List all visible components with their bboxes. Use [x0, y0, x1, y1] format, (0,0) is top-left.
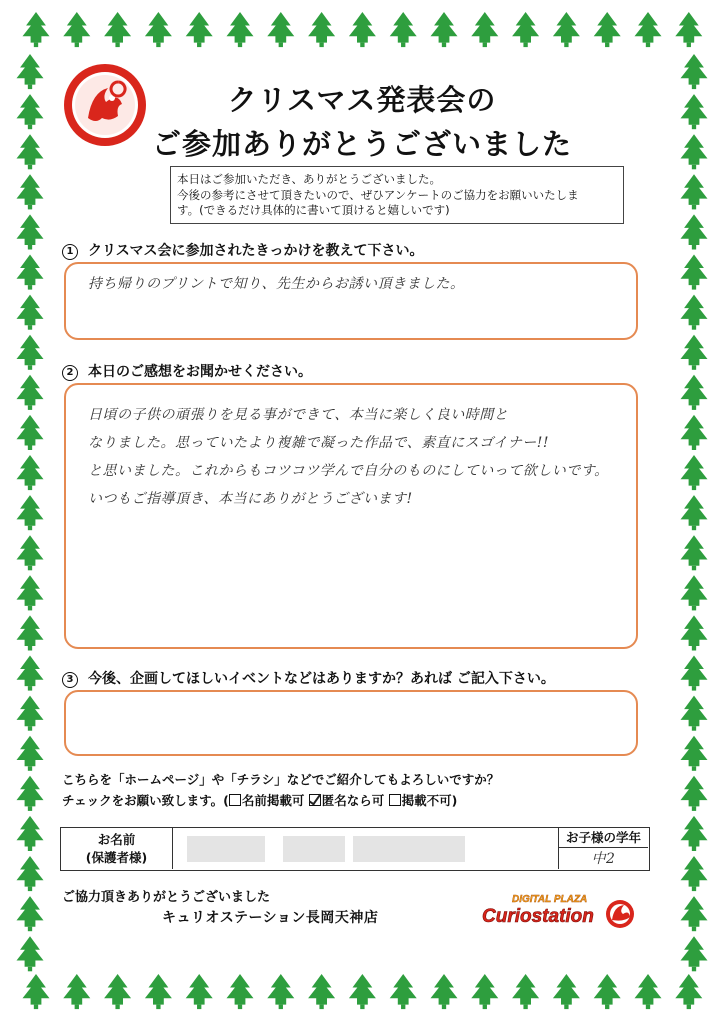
tree-icon [17, 295, 44, 330]
question-1-label [62, 240, 423, 260]
tree-icon [681, 816, 708, 851]
tree-icon [431, 12, 458, 47]
tree-icon [681, 214, 708, 249]
answer-2-line: 日頃の子供の頑張りを見る事ができて、本当に楽しく良い時間と [88, 407, 509, 423]
redacted-name-block [187, 836, 265, 862]
answer-1-line: 持ち帰りのプリントで知り、先生からお誘い頂きました。 [88, 276, 465, 292]
tree-icon [681, 575, 708, 610]
tree-icon [471, 974, 498, 1009]
tree-icon [675, 12, 702, 47]
permission-question: こちらを「ホームページ」や「チラシ」などでご紹介してもよろしいですか？ [62, 772, 500, 787]
store-name: キュリオステーション長岡天神店 [162, 910, 379, 926]
tree-icon [17, 575, 44, 610]
svg-text:DIGITAL PLAZA: DIGITAL PLAZA [512, 894, 588, 905]
tree-icon [512, 12, 539, 47]
tree-icon [17, 335, 44, 370]
checkbox-name-ok[interactable] [229, 794, 241, 806]
guardian-label: (保護者様) [85, 850, 148, 865]
tree-icon [17, 375, 44, 410]
checkbox-not-allowed[interactable] [389, 794, 401, 806]
tree-icon [681, 415, 708, 450]
tree-icon [390, 974, 417, 1009]
tree-icon [594, 974, 621, 1009]
tree-icon [594, 12, 621, 47]
tree-icon [17, 656, 44, 691]
tree-icon [675, 974, 702, 1009]
tree-icon [267, 974, 294, 1009]
tree-icon [681, 896, 708, 931]
question-number: 3 [62, 672, 78, 688]
tree-icon [681, 776, 708, 811]
tree-icon [17, 174, 44, 209]
answer-2-line: なりました。思っていたより複雑で凝った作品で、素直にスゴイナー!! [88, 435, 550, 451]
page-title-line2: ご参加ありがとうございました [151, 127, 572, 161]
intro-box [170, 166, 624, 224]
curiostation-brand-logo [478, 888, 638, 934]
intro-line: す。(できるだけ具体的に書いて頂けると嬉しいです) [177, 203, 450, 217]
tree-icon [553, 974, 580, 1009]
tree-icon [512, 974, 539, 1009]
tree-icon [186, 974, 213, 1009]
question-number: 2 [62, 365, 78, 381]
tree-icon [104, 12, 131, 47]
question-number: 1 [62, 244, 78, 260]
tree-icon [63, 974, 90, 1009]
tree-icon [681, 535, 708, 570]
tree-icon [681, 255, 708, 290]
answer-1-box[interactable] [64, 262, 638, 340]
tree-icon [635, 12, 662, 47]
question-text: 本日のご感想をお聞かせください。 [88, 364, 312, 380]
tree-icon [17, 255, 44, 290]
tree-icon [431, 974, 458, 1009]
tree-icon [17, 896, 44, 931]
svg-text:Curiostation: Curiostation [482, 906, 594, 927]
tree-icon [308, 12, 335, 47]
thanks-text: ご協力頂きありがとうございました [62, 890, 271, 905]
name-field[interactable] [173, 828, 559, 869]
answer-2-line: と思いました。これからもコツコツ学んで自分のものにしていって欲しいです。 [88, 463, 609, 479]
intro-line: 本日はご参加いただき、ありがとうございました。 [177, 172, 442, 186]
tree-icon [17, 736, 44, 771]
tree-icon [63, 12, 90, 47]
redacted-name-block [283, 836, 345, 862]
tree-icon [227, 12, 254, 47]
tree-icon [227, 974, 254, 1009]
tree-icon [349, 974, 376, 1009]
tree-icon [17, 535, 44, 570]
tree-icon [17, 214, 44, 249]
tree-icon [681, 936, 708, 971]
tree-icon [681, 375, 708, 410]
name-grade-table [60, 827, 650, 871]
redacted-name-block [353, 836, 465, 862]
tree-icon [186, 12, 213, 47]
name-label-cell [61, 828, 173, 869]
tree-icon [681, 736, 708, 771]
tree-icon [17, 615, 44, 650]
tree-icon [681, 174, 708, 209]
tree-icon [17, 776, 44, 811]
tree-icon [104, 974, 131, 1009]
option-label: 名前掲載可 [241, 793, 305, 808]
tree-icon [17, 816, 44, 851]
tree-icon [390, 12, 417, 47]
checkbox-anonymous-ok[interactable] [309, 794, 321, 806]
tree-icon [308, 974, 335, 1009]
tree-icon [17, 455, 44, 490]
tree-icon [349, 12, 376, 47]
grade-label: お子様の学年 [559, 828, 648, 848]
tree-icon [17, 856, 44, 891]
tree-icon [17, 936, 44, 971]
tree-icon [681, 656, 708, 691]
grade-value[interactable]: 中2 [591, 851, 616, 867]
question-3-label [62, 668, 555, 688]
tree-icon [681, 335, 708, 370]
tree-icon [681, 615, 708, 650]
tree-icon [681, 495, 708, 530]
tree-icon [471, 12, 498, 47]
tree-icon [23, 12, 50, 47]
question-text: クリスマス会に参加されたきっかけを教えて下さい。 [88, 243, 424, 259]
tree-icon [17, 495, 44, 530]
tree-icon [17, 415, 44, 450]
tree-icon [681, 696, 708, 731]
answer-2-box[interactable] [64, 383, 638, 649]
intro-line: 今後の参考にさせて頂きたいので、ぜひアンケートのご協力をお願いいたしま [177, 187, 579, 202]
tree-icon [553, 12, 580, 47]
tree-icon [145, 974, 172, 1009]
tree-icon [23, 974, 50, 1009]
option-label: 匿名なら可 [321, 793, 385, 808]
answer-3-box[interactable] [64, 690, 638, 756]
tree-icon [681, 455, 708, 490]
question-text: 今後、企画してほしいイベントなどはありますか？あれば ご記入下さい。 [88, 671, 555, 687]
tree-icon [17, 696, 44, 731]
option-label: 掲載不可 [401, 793, 452, 808]
tree-icon [145, 12, 172, 47]
permission-options-row [62, 791, 457, 809]
tree-icon [681, 295, 708, 330]
answer-2-line: いつもご指導頂き、本当にありがとうございます! [88, 491, 413, 507]
permission-suffix: ) [451, 793, 458, 808]
tree-icon [681, 856, 708, 891]
permission-prefix: チェックをお願い致します。( [62, 793, 229, 808]
question-2-label [62, 361, 312, 381]
name-label: お名前 [97, 832, 136, 847]
tree-icon [267, 12, 294, 47]
page-title-line1: クリスマス発表会の [227, 83, 497, 117]
tree-icon [635, 974, 662, 1009]
